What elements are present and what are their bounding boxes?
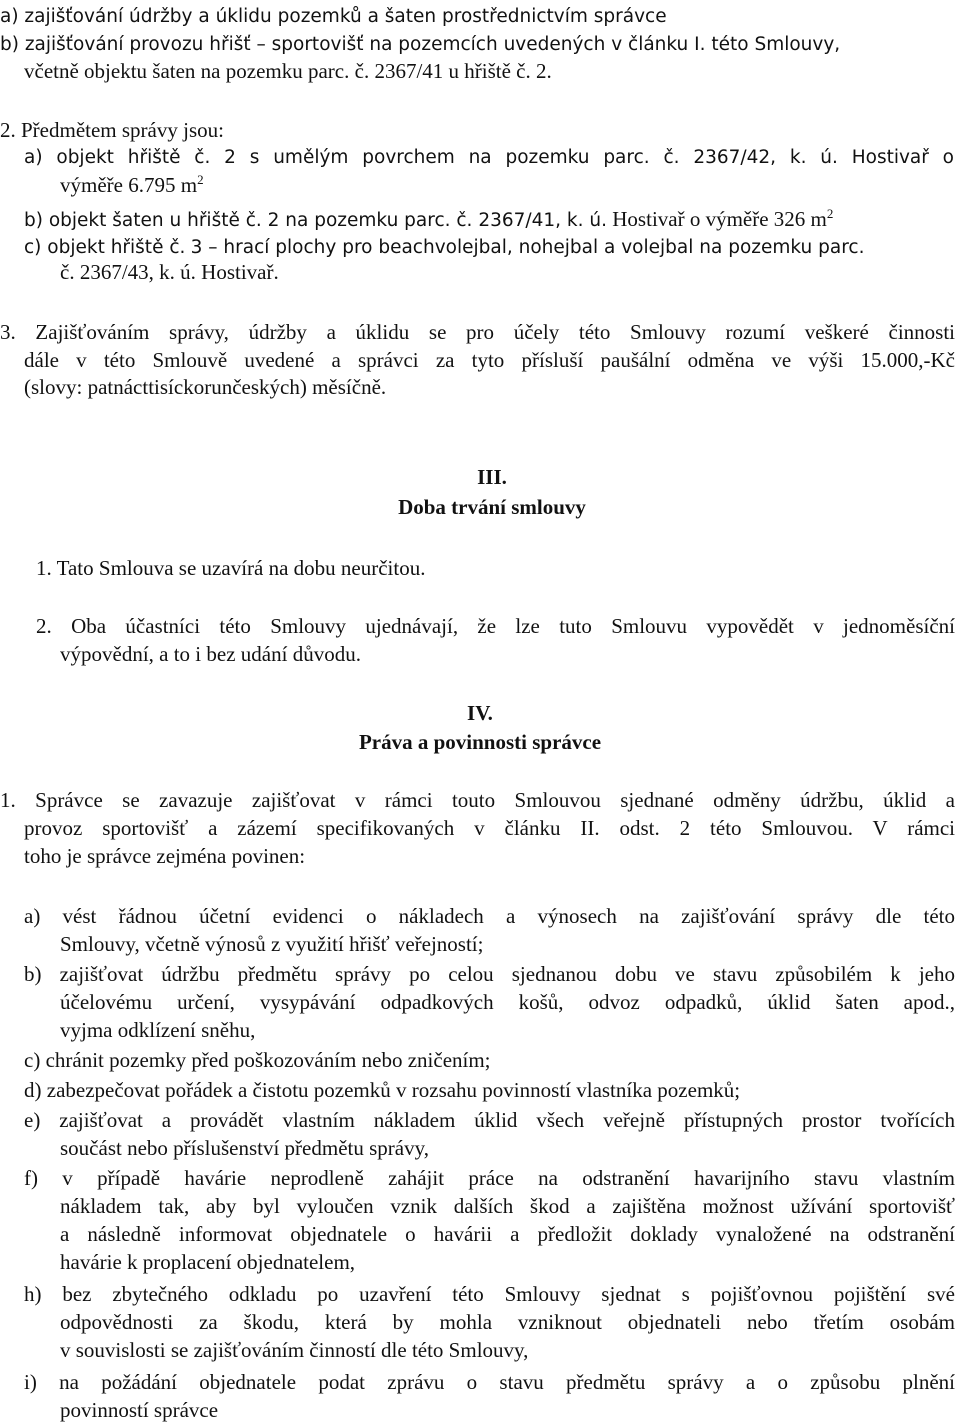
subject-item-c-cont: č. 2367/43, k. ú. Hostivař. <box>60 260 279 284</box>
duty-item-a-cont: Smlouvy, včetně výnosů z využití hřišť veřejností; <box>60 932 484 956</box>
duties-paragraph-line3: toho je správce zejména povinen: <box>24 844 306 868</box>
duty-item-f: f) v případě havárie neprodleně zahájit práce na odstranění havarijního stavu vlastním <box>24 1166 955 1190</box>
duty-item-b-cont: vyjma odklízení sněhu, <box>60 1018 256 1042</box>
list-item-a: a) zajišťování údržby a úklidu pozemků a šaten prostřednictvím správce <box>0 6 667 27</box>
term-paragraph-1: 1. Tato Smlouva se uzavírá na dobu neurčitou. <box>36 556 426 580</box>
subject-item-a-cont: výměře 6.795 $m^2$ <box>60 172 204 197</box>
duty-item-e-cont: součást nebo příslušenství předmětu správy, <box>60 1136 429 1160</box>
term-paragraph-2: 2. Oba účastníci této Smlouvy ujednávají, že lze tuto Smlouvu vypovědět v jednoměsíční <box>36 614 955 638</box>
duties-paragraph-line1: 1. Správce se zavazuje zajišťovat v rámci touto Smlouvou sjednané odměny údržbu, úklid a <box>0 788 955 812</box>
duty-item-c: c) chránit pozemky před poškozováním nebo zničením; <box>24 1048 491 1072</box>
duty-item-h-cont: odpovědnosti za škodu, která by mohla vzniknout objednateli nebo třetím osobám <box>60 1310 955 1334</box>
duty-item-h-cont: v souvislosti se zajišťováním činností dle této Smlouvy, <box>60 1338 529 1362</box>
section-number: III. <box>477 465 507 489</box>
list-item-b: b) zajišťování provozu hřišť – sportovišť na pozemcích uvedených v článku I. této Smlouvy, <box>0 34 841 55</box>
duty-item-b: b) zajišťovat údržbu předmětu správy po celou sjednanou dobu ve stavu způsobilém k jeho <box>24 962 955 986</box>
paragraph-3-line2: dále v této Smlouvě uvedené a správci za tyto přísluší paušální odměna ve výši 15.000,-Kč <box>24 348 955 372</box>
subject-item-b: b) objekt šaten u hřiště č. 2 na pozemku parc. č. 2367/41, k. ú. Hostivař o výměře 326 $m^2$ <box>24 206 834 231</box>
duty-item-i-cont: povinností správce <box>60 1398 219 1422</box>
section-title: Doba trvání smlouvy <box>398 495 586 519</box>
duty-item-b-cont: účelovému určení, vysypávání odpadkových košů, odvoz odpadků, úklid šaten apod., <box>60 990 955 1014</box>
subject-intro: 2. Předmětem správy jsou: <box>0 118 224 142</box>
duty-item-e: e) zajišťovat a provádět vlastním nákladem úklid všech veřejně přístupných prostor tvořících <box>24 1108 955 1132</box>
duty-item-a: a) vést řádnou účetní evidenci o nákladech a výnosech na zajišťování správy dle této <box>24 904 955 928</box>
term-paragraph-2-cont: výpovědní, a to i bez udání důvodu. <box>60 642 361 666</box>
duty-item-f-cont: a následně informovat objednatele o havárii a předložit doklady vynaložené na odstranění <box>60 1222 955 1246</box>
subject-item-a: a) objekt hřiště č. 2 s umělým povrchem na pozemku parc. č. 2367/42, k. ú. Hostivař o <box>24 147 954 168</box>
duty-item-i: i) na požádání objednatele podat zprávu o stavu předmětu správy a o způsobu plnění <box>24 1370 955 1394</box>
list-item-b-cont: včetně objektu šaten na pozemku parc. č. 2367/41 u hřiště č. 2. <box>24 59 552 83</box>
duties-paragraph-line2: provoz sportovišť a zázemí specifikovaných v článku II. odst. 2 této Smlouvou. V rámci <box>24 816 955 840</box>
duty-item-h: h) bez zbytečného odkladu po uzavření této Smlouvy sjednat s pojišťovnou pojištění své <box>24 1282 955 1306</box>
subject-item-c: c) objekt hřiště č. 3 – hrací plochy pro beachvolejbal, nohejbal a volejbal na pozemku parc. <box>24 237 865 258</box>
duty-item-f-cont: havárie k proplacení objednatelem, <box>60 1250 356 1274</box>
section-title: Práva a povinnosti správce <box>358 730 602 754</box>
duty-item-d: d) zabezpečovat pořádek a čistotu pozemků v rozsahu povinností vlastníka pozemků; <box>24 1078 741 1102</box>
section-number: IV. <box>467 701 493 725</box>
paragraph-3-line3: (slovy: patnácttisíckorunčeských) měsíčně. <box>24 375 387 399</box>
duty-item-f-cont: nákladem tak, aby byl vyloučen vznik dalších škod a zajištěna možnost užívání sportovišť <box>60 1194 955 1218</box>
paragraph-3-line1: 3. Zajišťováním správy, údržby a úklidu se pro účely této Smlouvy rozumí veškeré činnosti <box>0 320 955 344</box>
